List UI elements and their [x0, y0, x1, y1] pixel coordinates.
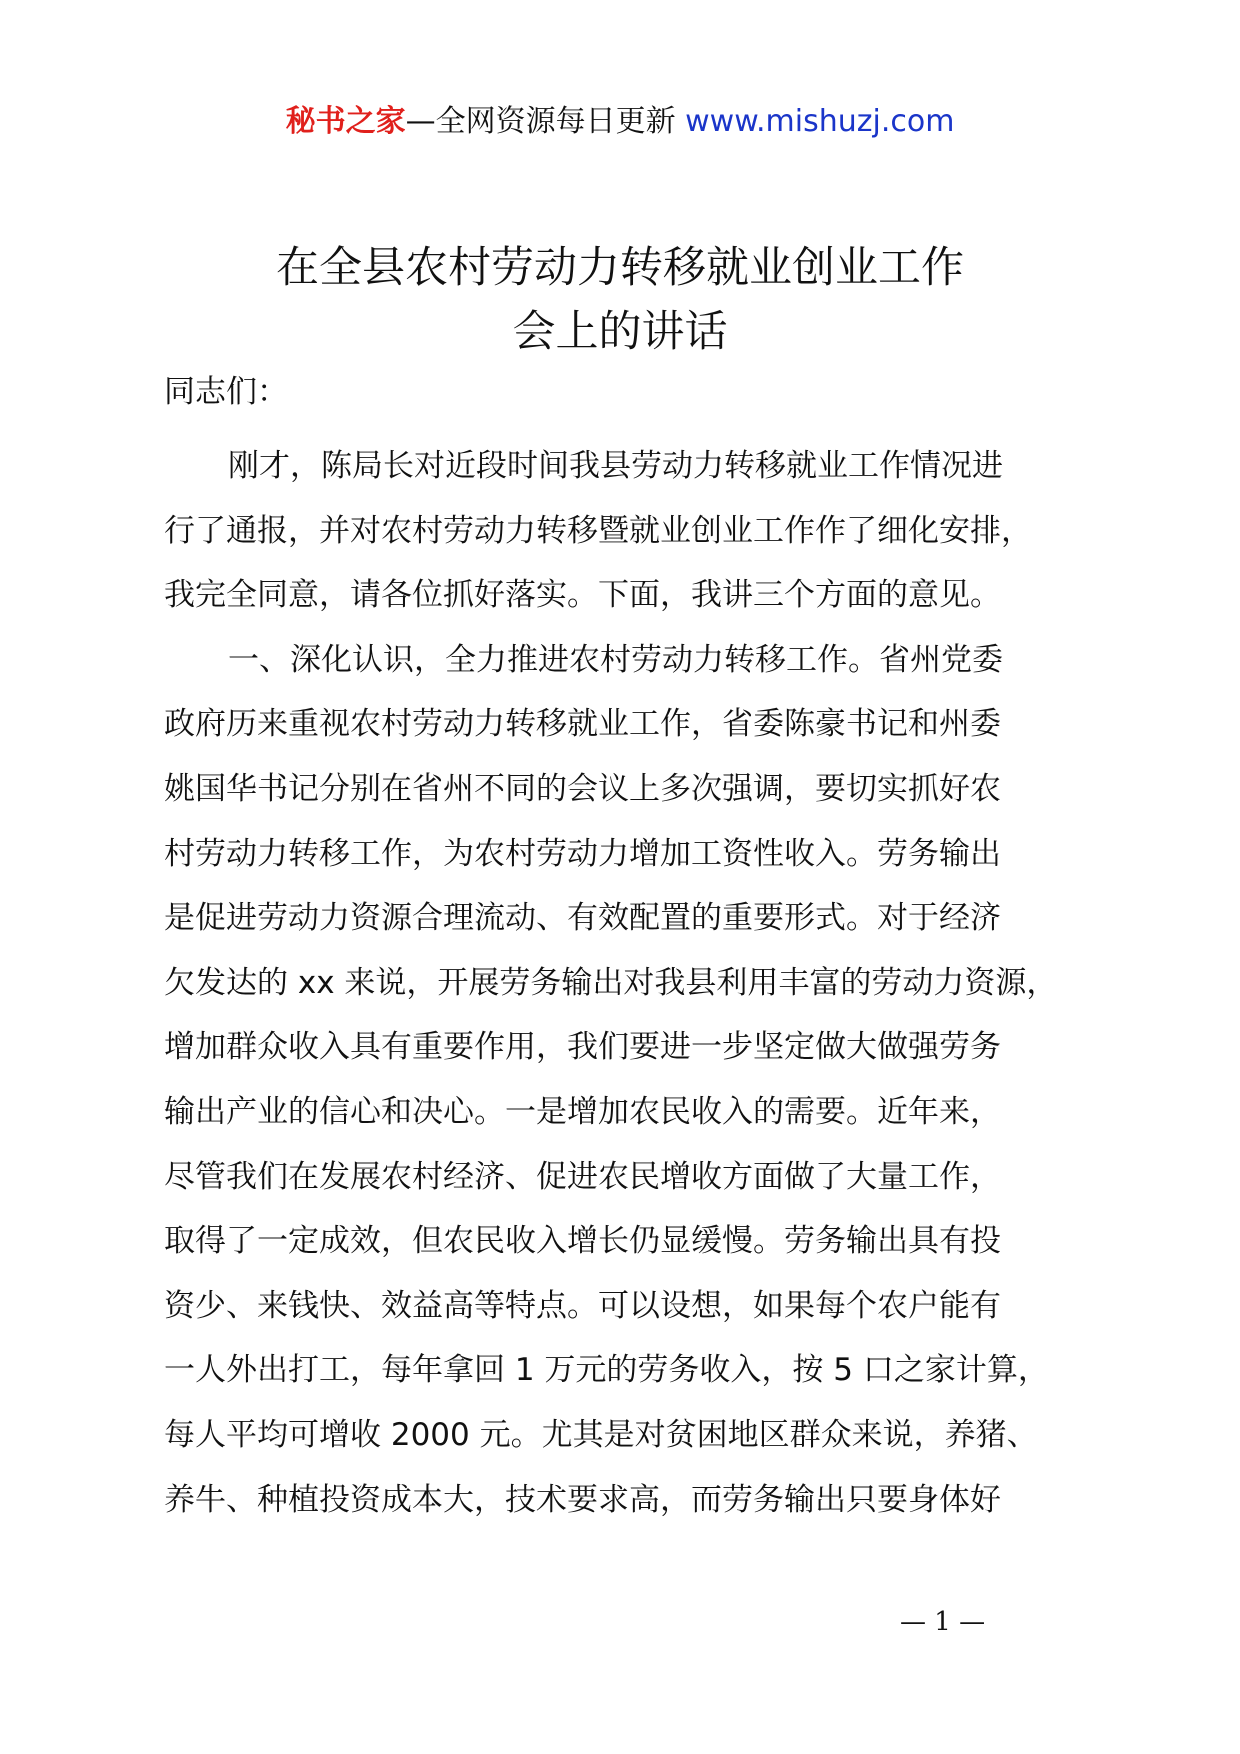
body-line: 每人平均可增收 2000 元。尤其是对贫困地区群众来说，养猪、 — [164, 1416, 1038, 1453]
page-number: — 1 — — [900, 1607, 986, 1637]
body-line: 是促进劳动力资源合理流动、有效配置的重要形式。对于经济 — [164, 900, 1001, 937]
body-line: 资少、来钱快、效益高等特点。可以设想，如果每个农户能有 — [164, 1287, 1001, 1324]
document-title — [0, 236, 1240, 364]
site-header — [0, 100, 1240, 144]
section-heading-line: 一、深化认识，全力推进农村劳动力转移工作。省州党委 — [228, 641, 1003, 678]
body-line: 取得了一定成效，但农民收入增长仍显缓慢。劳务输出具有投 — [164, 1223, 1001, 1260]
body-line: 行了通报，并对农村劳动力转移暨就业创业工作作了细化安排， — [164, 512, 1032, 549]
body-line: 姚国华书记分别在省州不同的会议上多次强调，要切实抓好农 — [164, 770, 1001, 807]
salutation: 同志们： — [164, 374, 288, 410]
title-line-1: 在全县农村劳动力转移就业创业工作 — [276, 243, 964, 293]
site-tagline: —全网资源每日更新 — [405, 104, 676, 139]
body-line: 刚才，陈局长对近段时间我县劳动力转移就业工作情况进 — [228, 448, 1003, 484]
body-line: 村劳动力转移工作，为农村劳动力增加工资性收入。劳务输出 — [164, 835, 1001, 872]
body-line: 一人外出打工，每年拿回 1 万元的劳务收入，按 5 口之家计算， — [164, 1352, 1049, 1389]
title-line-2: 会上的讲话 — [512, 307, 728, 357]
site-brand: 秘书之家 — [285, 104, 406, 139]
body-line: 增加群众收入具有重要作用，我们要进一步坚定做大做强劳务 — [164, 1029, 1001, 1066]
body-line: 我完全同意，请各位抓好落实。下面，我讲三个方面的意见。 — [164, 577, 1001, 614]
site-url-link[interactable]: www.mishuzj.com — [685, 104, 955, 139]
body-line: 输出产业的信心和决心。一是增加农民收入的需要。近年来， — [164, 1093, 1001, 1130]
speech-body — [164, 434, 1124, 1532]
body-line: 欠发达的 xx 来说，开展劳务输出对我县利用丰富的劳动力资源， — [164, 964, 1058, 1001]
body-line: 政府历来重视农村劳动力转移就业工作，省委陈豪书记和州委 — [164, 706, 1001, 743]
body-line: 养牛、种植投资成本大，技术要求高，而劳务输出只要身体好 — [164, 1481, 1001, 1518]
body-line: 尽管我们在发展农村经济、促进农民增收方面做了大量工作， — [164, 1158, 1001, 1195]
